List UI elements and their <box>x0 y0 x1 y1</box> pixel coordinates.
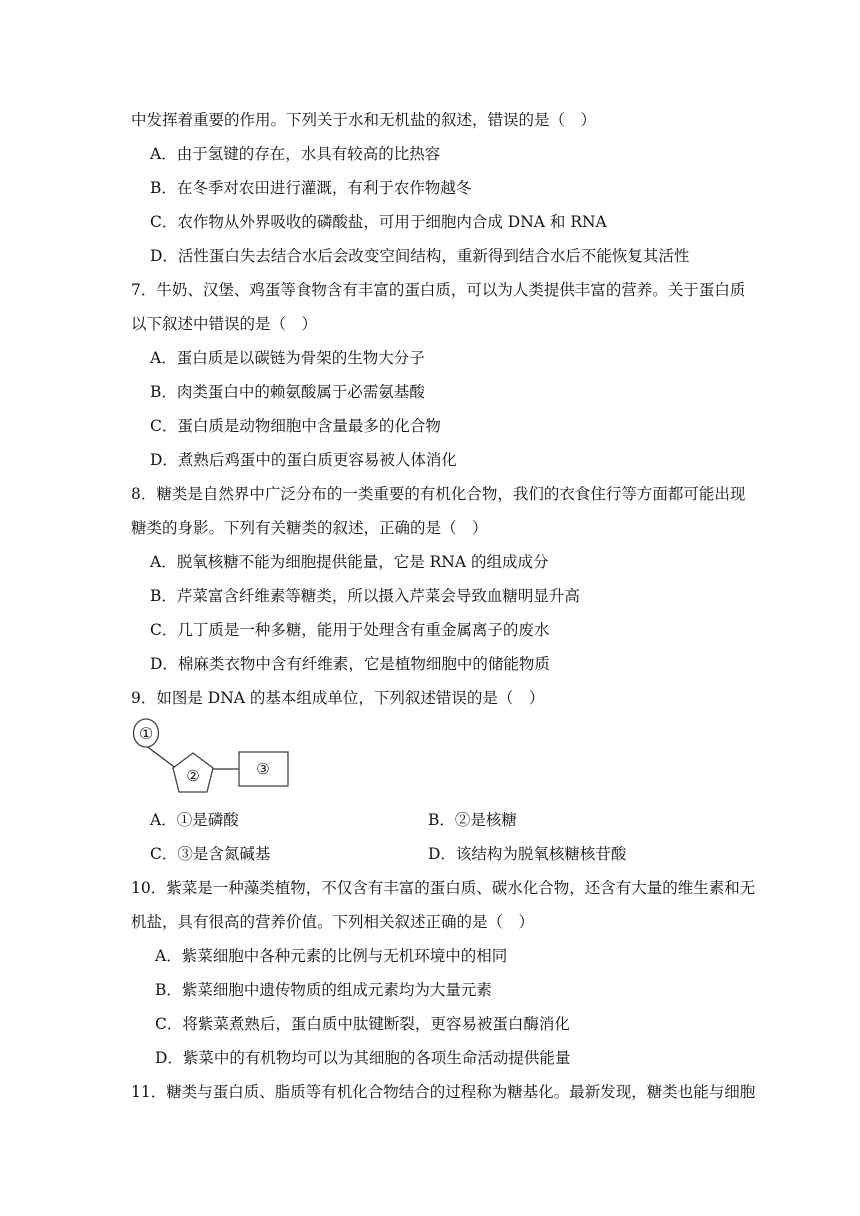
bond-phosphate-sugar <box>145 745 177 769</box>
q8-option-d: D．棉麻类衣物中含有纤维素，它是植物细胞中的储能物质 <box>150 655 550 673</box>
q9-stem: 9．如图是 DNA 的基本组成单位，下列叙述错误的是（ ） <box>131 689 545 707</box>
label-1: ① <box>138 724 154 743</box>
q8-option-a: A．脱氧核糖不能为细胞提供能量，它是 RNA 的组成成分 <box>150 553 549 571</box>
q10-option-c: C．将紫菜煮熟后，蛋白质中肽键断裂，更容易被蛋白酶消化 <box>155 1015 570 1033</box>
q6-option-a: A．由于氢键的存在，水具有较高的比热容 <box>150 145 441 163</box>
q8-stem-line1: 8．糖类是自然界中广泛分布的一类重要的有机化合物，我们的衣食住行等方面都可能出现 <box>131 485 746 503</box>
q6-option-b: B．在冬季对农田进行灌溉，有利于农作物越冬 <box>150 179 472 197</box>
label-3: ③ <box>256 760 270 778</box>
q6-stem-continued: 中发挥着重要的作用。下列关于水和无机盐的叙述，错误的是（ ） <box>131 111 597 129</box>
q11-stem-line1: 11．糖类与蛋白质、脂质等有机化合物结合的过程称为糖基化。最新发现，糖类也能与细胞 <box>131 1083 756 1101</box>
q7-stem-line2: 以下叙述中错误的是（ ） <box>131 315 318 333</box>
q7-option-a: A．蛋白质是以碳链为骨架的生物大分子 <box>150 349 425 367</box>
q7-option-c: C．蛋白质是动物细胞中含量最多的化合物 <box>150 417 441 435</box>
q10-stem-line1: 10．紫菜是一种藻类植物，不仅含有丰富的蛋白质、碳水化合物，还含有大量的维生素和无 <box>131 879 756 897</box>
q7-option-d: D．煮熟后鸡蛋中的蛋白质更容易被人体消化 <box>150 451 457 469</box>
q8-stem-line2: 糖类的身影。下列有关糖类的叙述，正确的是（ ） <box>131 519 488 537</box>
label-2: ② <box>186 767 200 785</box>
q10-option-a: A．紫菜细胞中各种元素的比例与无机环境中的相同 <box>155 947 508 965</box>
q9-option-d: D．该结构为脱氧核糖核苷酸 <box>428 845 627 863</box>
q8-option-b: B．芹菜富含纤维素等糖类，所以摄入芹菜会导致血糖明显升高 <box>150 587 580 605</box>
q6-option-d: D．活性蛋白失去结合水后会改变空间结构，重新得到结合水后不能恢复其活性 <box>150 247 690 265</box>
dna-nucleotide-diagram <box>128 716 298 798</box>
q8-option-c: C．几丁质是一种多糖，能用于处理含有重金属离子的废水 <box>150 621 550 639</box>
q7-option-b: B．肉类蛋白中的赖氨酸属于必需氨基酸 <box>150 383 425 401</box>
q7-stem-line1: 7．牛奶、汉堡、鸡蛋等食物含有丰富的蛋白质，可以为人类提供丰富的营养。关于蛋白质 <box>131 281 746 299</box>
q10-option-d: D．紫菜中的有机物均可以为其细胞的各项生命活动提供能量 <box>155 1049 571 1067</box>
q6-option-c: C．农作物从外界吸收的磷酸盐，可用于细胞内合成 DNA 和 RNA <box>150 213 607 231</box>
q10-option-b: B．紫菜细胞中遗传物质的组成元素均为大量元素 <box>155 981 492 999</box>
q9-option-a: A．①是磷酸 <box>150 811 239 829</box>
q9-option-b: B．②是核糖 <box>428 811 517 829</box>
q10-stem-line2: 机盐，具有很高的营养价值。下列相关叙述正确的是（ ） <box>131 913 535 931</box>
q9-option-c: C．③是含氮碱基 <box>150 845 271 863</box>
